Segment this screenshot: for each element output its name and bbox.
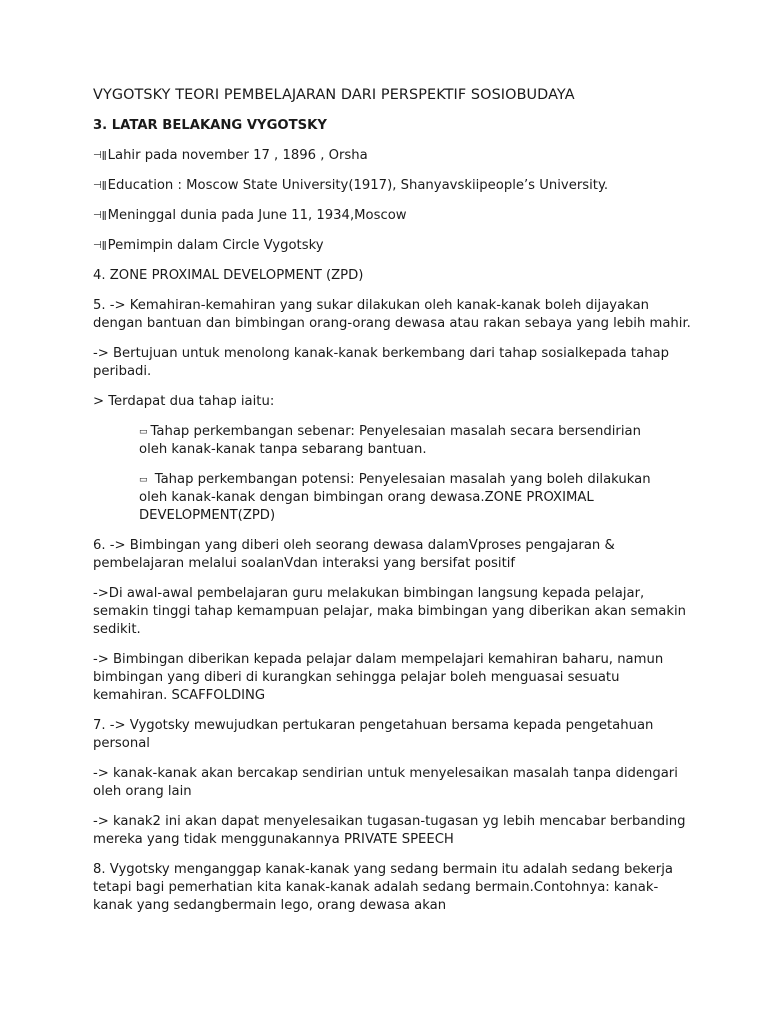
- paragraph: > Terdapat dua tahap iaitu:: [93, 394, 275, 409]
- list-bullet-icon: ⊣ǁ: [93, 240, 107, 251]
- paragraph: ->Di awal-awal pembelajaran guru melakukan bimbingan langsung kepada pelajar, semakin tinggi tahap kemampuan pelajar, maka bimbingan yang diberikan akan semakin sedikit.: [93, 586, 687, 637]
- section-heading-zpd: 4. ZONE PROXIMAL DEVELOPMENT (ZPD): [93, 268, 364, 283]
- section-heading-background: 3. LATAR BELAKANG VYGOTSKY: [93, 118, 327, 133]
- list-bullet-icon: ⊣ǁ: [93, 150, 107, 161]
- background-item: [93, 237, 693, 255]
- paragraph: -> Bimbingan diberikan kepada pelajar dalam mempelajari kemahiran baharu, namun bimbingan yang diberi di kurangkan sehingga pelajar boleh menguasai sesuatu kemahiran. SCAFFOLDING: [93, 652, 664, 703]
- list-bullet-icon: ⊣ǁ: [93, 210, 107, 221]
- sub-bullet-icon: ▭: [139, 475, 148, 485]
- paragraph: -> Bertujuan untuk menolong kanak-kanak berkembang dari tahap sosialkepada tahap peribadi.: [93, 346, 669, 379]
- document-title: VYGOTSKY TEORI PEMBELAJARAN DARI PERSPEKTIF SOSIOBUDAYA: [93, 87, 575, 103]
- paragraph: 6. -> Bimbingan yang diberi oleh seorang dewasa dalamVproses pengajaran & pembelajaran melalui soalanVdan interaksi yang bersifat positif: [93, 538, 615, 571]
- paragraph: -> kanak2 ini akan dapat menyelesaikan tugasan-tugasan yg lebih mencabar berbanding mereka yang tidak menggunakannya PRIVATE SPEECH: [93, 814, 686, 847]
- sub-bullet-icon: ▭: [139, 427, 148, 437]
- background-item-text: Education : Moscow State University(1917), Shanyavskiipeople’s University.: [107, 178, 609, 193]
- paragraph: 8. Vygotsky menganggap kanak-kanak yang sedang bermain itu adalah sedang bekerja tetapi bagi pemerhatian kita kanak-kanak adalah sedang bermain.Contohnya: kanak-kanak yang sedangbermain lego, orang dewasa akan: [93, 862, 673, 913]
- paragraph: 5. -> Kemahiran-kemahiran yang sukar dilakukan oleh kanak-kanak boleh dijayakan dengan bantuan dan bimbingan orang-orang dewasa atau rakan sebaya yang lebih mahir.: [93, 298, 691, 331]
- stage-item: [139, 423, 659, 459]
- stage-item-text: Tahap perkembangan potensi: Penyelesaian masalah yang boleh dilakukan oleh kanak-kanak dengan bimbingan orang dewasa.ZONE PROXIMAL DEVELOPMENT(ZPD): [139, 472, 651, 523]
- paragraph: -> kanak-kanak akan bercakap sendirian untuk menyelesaikan masalah tanpa didengari oleh orang lain: [93, 766, 678, 799]
- background-item: [93, 177, 693, 195]
- background-item: [93, 147, 693, 165]
- background-item-text: Lahir pada november 17 , 1896 , Orsha: [107, 148, 368, 163]
- list-bullet-icon: ⊣ǁ: [93, 180, 107, 191]
- background-item-text: Meninggal dunia pada June 11, 1934,Moscow: [107, 208, 407, 223]
- document-page: [93, 86, 693, 927]
- paragraph: 7. -> Vygotsky mewujudkan pertukaran pengetahuan bersama kepada pengetahuan personal: [93, 718, 654, 751]
- background-item-text: Pemimpin dalam Circle Vygotsky: [107, 238, 324, 253]
- stage-item-text: Tahap perkembangan sebenar: Penyelesaian masalah secara bersendirian oleh kanak-kanak tanpa sebarang bantuan.: [139, 424, 641, 457]
- background-item: [93, 207, 693, 225]
- stage-item: [139, 471, 659, 525]
